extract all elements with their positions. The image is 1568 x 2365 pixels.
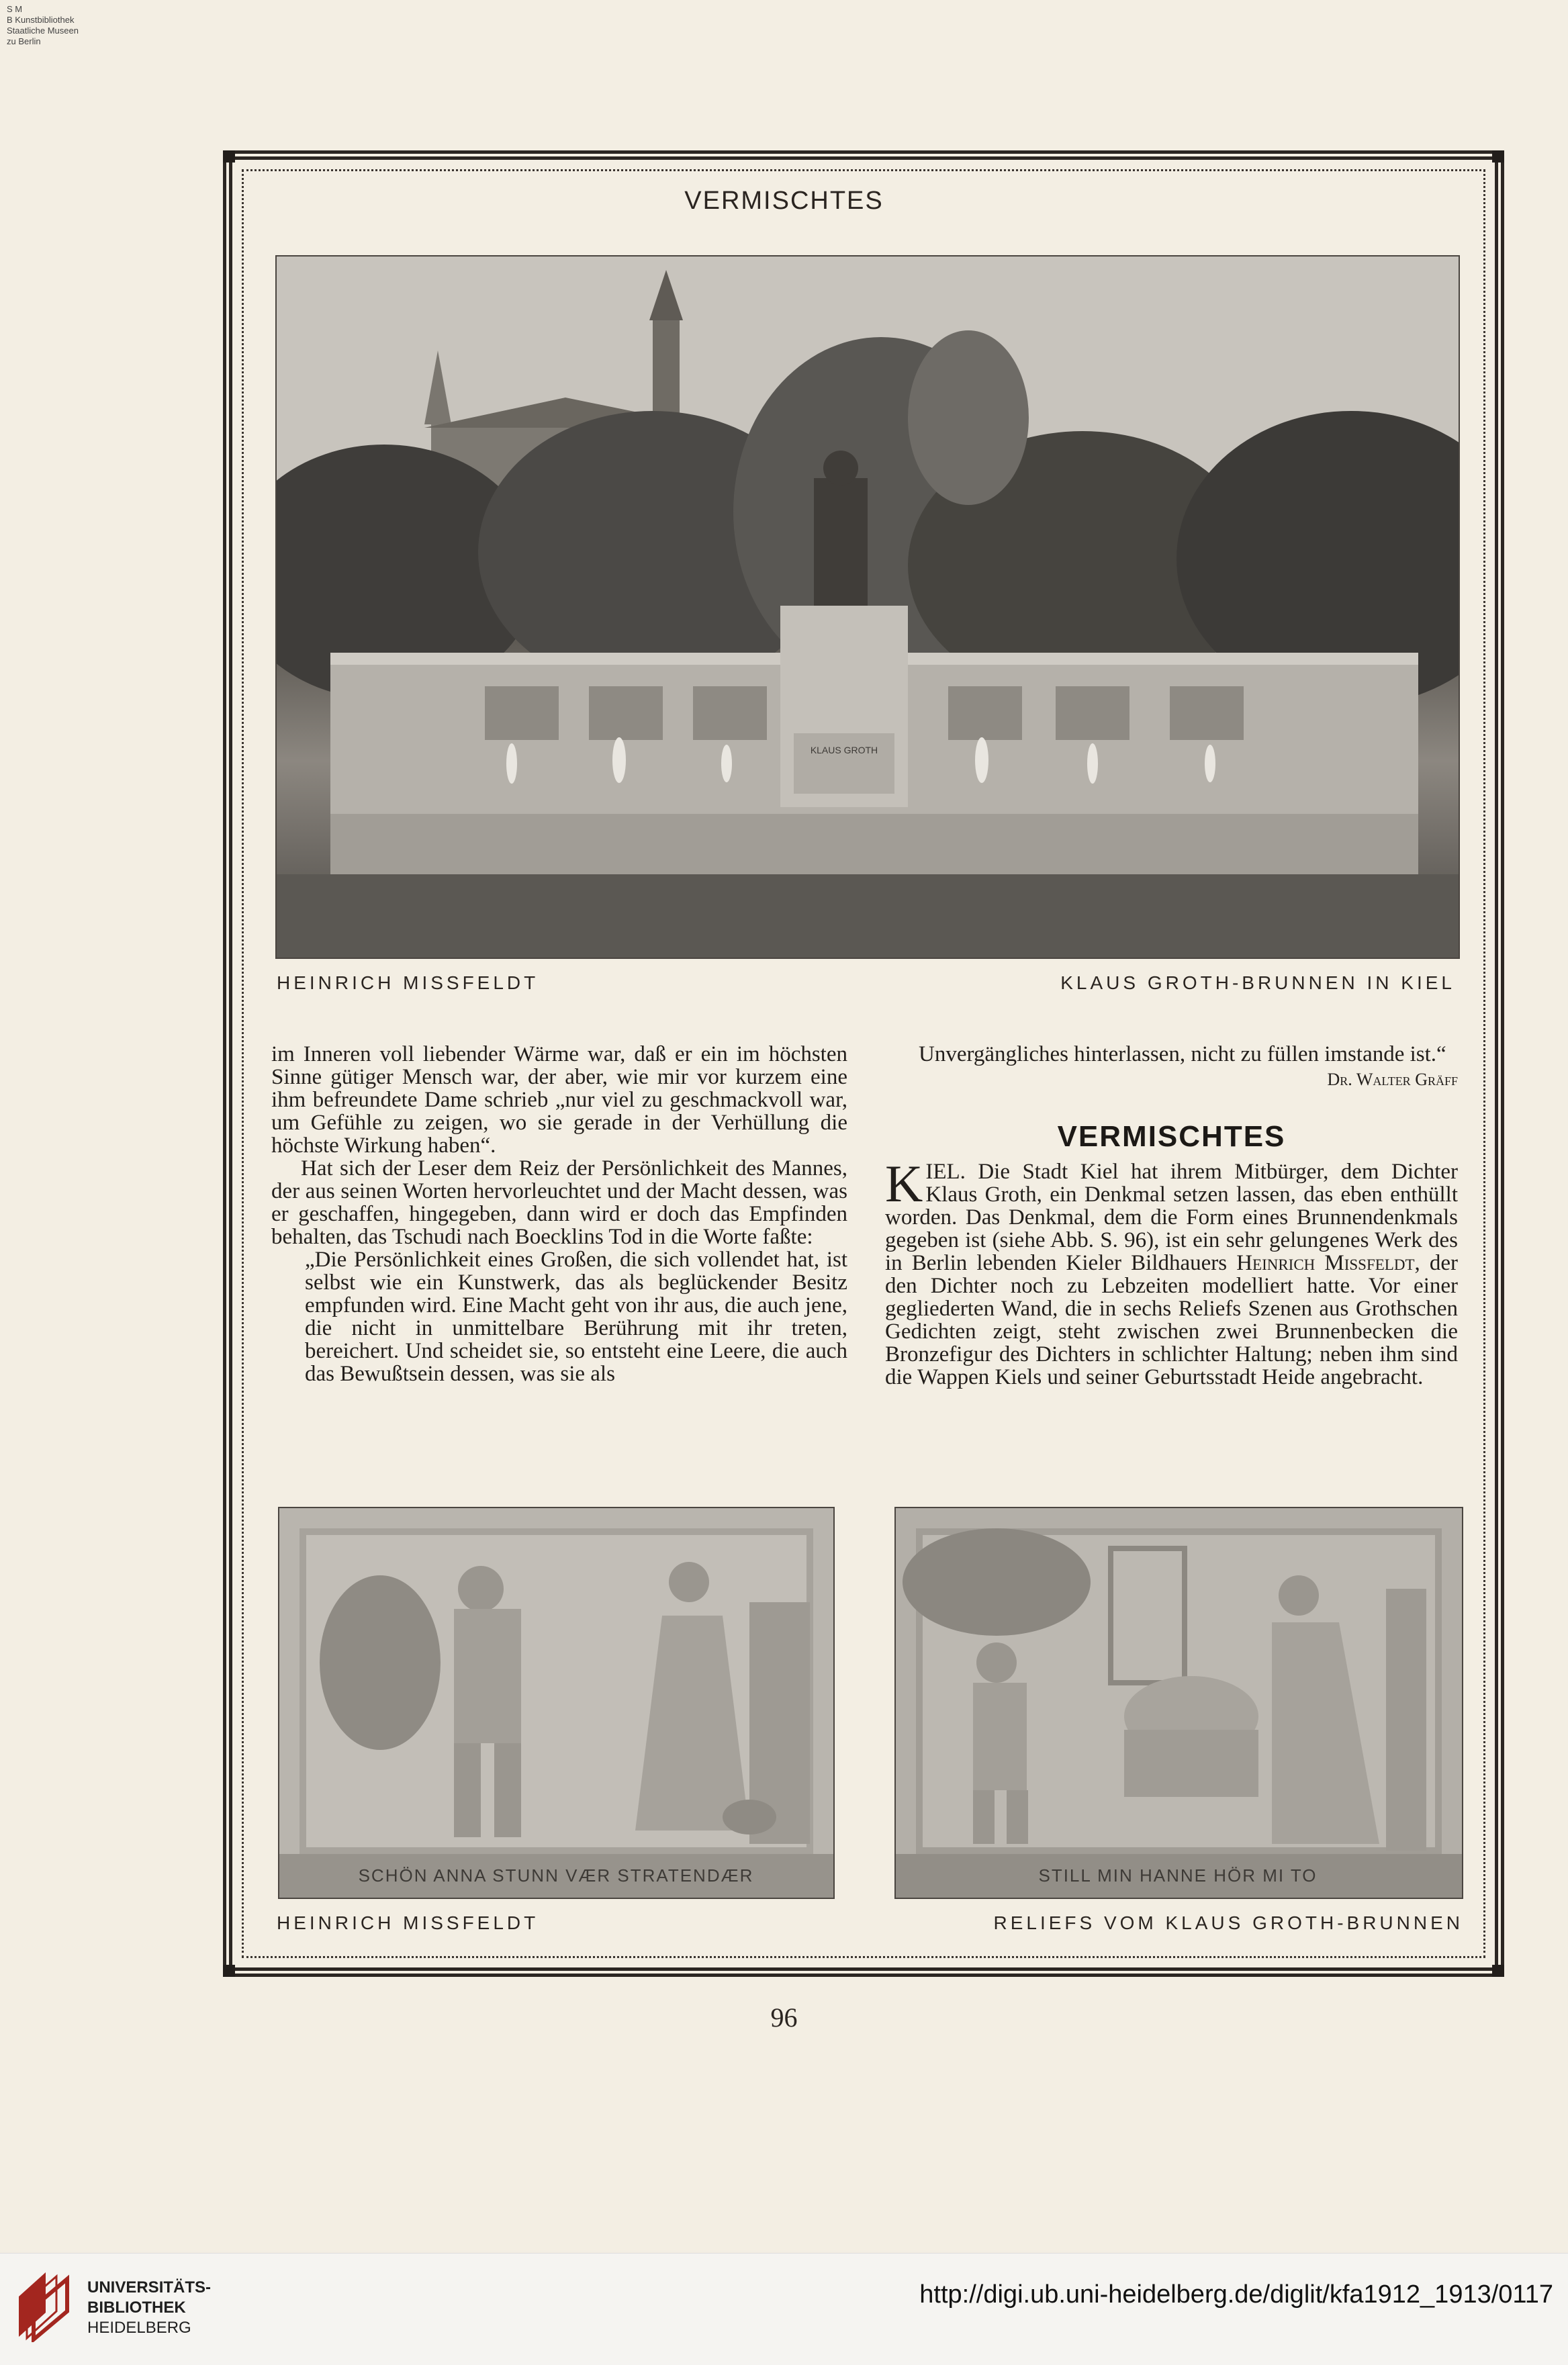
caption-reliefs: RELIEFS VOM KLAUS GROTH-BRUNNEN [993, 1912, 1463, 1933]
article-body [885, 1154, 1459, 1389]
frame-corner [1492, 1965, 1504, 1977]
section-title: VERMISCHTES [1057, 1120, 1286, 1153]
news-article [885, 1154, 1459, 1389]
university-library-name [87, 2278, 211, 2338]
left-text-column [271, 1043, 847, 1385]
frame-corner [223, 150, 235, 163]
caption-sculptor-bottom: HEINRICH MISSFELDT [277, 1912, 539, 1933]
article-text: IEL. Die Stadt Kiel hat ihrem Mitbürger, dem Dichter Klaus Groth, ein Denkmal setzen lassen, das eben enthüllt worden. Das Denkmal, dem die Form eines Brunnendenkmals gegeben ist (siehe Abb. S. 96), ist ein sehr gelungenes Werk des in Berlin lebenden Kieler Bildhauers [885, 1160, 1458, 1275]
university-library-logo-icon [15, 2270, 73, 2342]
monument-photo [275, 255, 1460, 959]
page-header: VERMISCHTES [684, 187, 884, 215]
stamp-line: S M [7, 4, 23, 14]
quote-end: Unvergängliches hinterlassen, nicht zu füllen imstande ist.“ [919, 1042, 1446, 1066]
relief-photo-left [278, 1507, 835, 1899]
relief-photo-right [894, 1507, 1463, 1899]
page-number: 96 [770, 2002, 798, 2033]
frame-corner [1492, 150, 1504, 163]
stamp-line: Staatliche Museen [7, 26, 79, 36]
article-text: , der den Dichter noch zu Lebzeiten modelliert hatte. Vor einer gegliederten Wand, die in sechs Reliefs Szenen aus Grothschen Gedichten zeigt, steht zwischen zwei Brunnenbecken die Bronzefigur des Dichters in schlichter Haltung; neben ihm sind die Wappen Kiels und seiner Geburtsstadt Heide angebracht. [885, 1251, 1459, 1389]
frame-corner [223, 1965, 235, 1977]
stamp-line: zu Berlin [7, 36, 41, 46]
caption-sculptor-top: HEINRICH MISSFELDT [277, 972, 539, 993]
monument-illustration [277, 257, 1459, 958]
paragraph: Hat sich der Leser dem Reiz der Persönlichkeit des Mannes, der aus seinen Worten hervorleuchtet und der Macht dessen, was er geschaffen, hingegeben, dann wird er doch das Empfinden behalten, das Tschudi nach Boecklins Tod in die Worte faßte: [271, 1156, 847, 1249]
quote-continuation [885, 1042, 1458, 1089]
relief-right-illustration [896, 1508, 1462, 1898]
monument-inscription: KLAUS GROTH [810, 745, 878, 755]
right-text-column [885, 1043, 1458, 1091]
paragraph: im Inneren voll liebender Wärme war, daß er ein im höchsten Sinne gütiger Mensch war, der aber, wie mir vor kurzem eine ihm befreundete Dame schrieb „nur viel zu geschmackvoll war, um Gefühle zu zeigen, wo sie gerade in der Verhüllung die höchste Wirkung haben“. [271, 1042, 847, 1158]
library-stamp [7, 4, 107, 47]
caption-monument: KLAUS GROTH-BRUNNEN IN KIEL [1060, 972, 1455, 993]
relief-inscription: STILL MIN HANNE HÖR MI TO [1038, 1865, 1318, 1886]
relief-left-illustration [279, 1508, 833, 1898]
sculptor-name: Heinrich Missfeldt [1236, 1251, 1415, 1275]
library-line: BIBLIOTHEK [87, 2299, 186, 2317]
author-signature: Dr. Walter Gräff [1327, 1070, 1458, 1089]
library-line: HEIDELBERG [87, 2319, 191, 2337]
block-quote: „Die Persönlichkeit eines Großen, die sich vollendet hat, ist selbst wie ein Kunstwerk, das als beglückender Besitz empfunden wird. Eine Macht geht von ihr aus, die auch jene, die nicht in unmittelbare Berührung mit ihr treten, bereichert. Und scheidet sie, so entsteht eine Leere, die auch das Bewußtsein dessen, was sie als [305, 1248, 847, 1386]
drop-cap: K [885, 1154, 923, 1213]
stamp-line: B Kunstbibliothek [7, 15, 75, 25]
library-line: UNIVERSITÄTS- [87, 2278, 212, 2297]
relief-inscription: SCHÖN ANNA STUNN VÆR STRATENDÆR [358, 1865, 754, 1886]
source-url-link[interactable]: http://digi.ub.uni-heidelberg.de/diglit/kfa1912_1913/0117 [919, 2280, 1553, 2309]
